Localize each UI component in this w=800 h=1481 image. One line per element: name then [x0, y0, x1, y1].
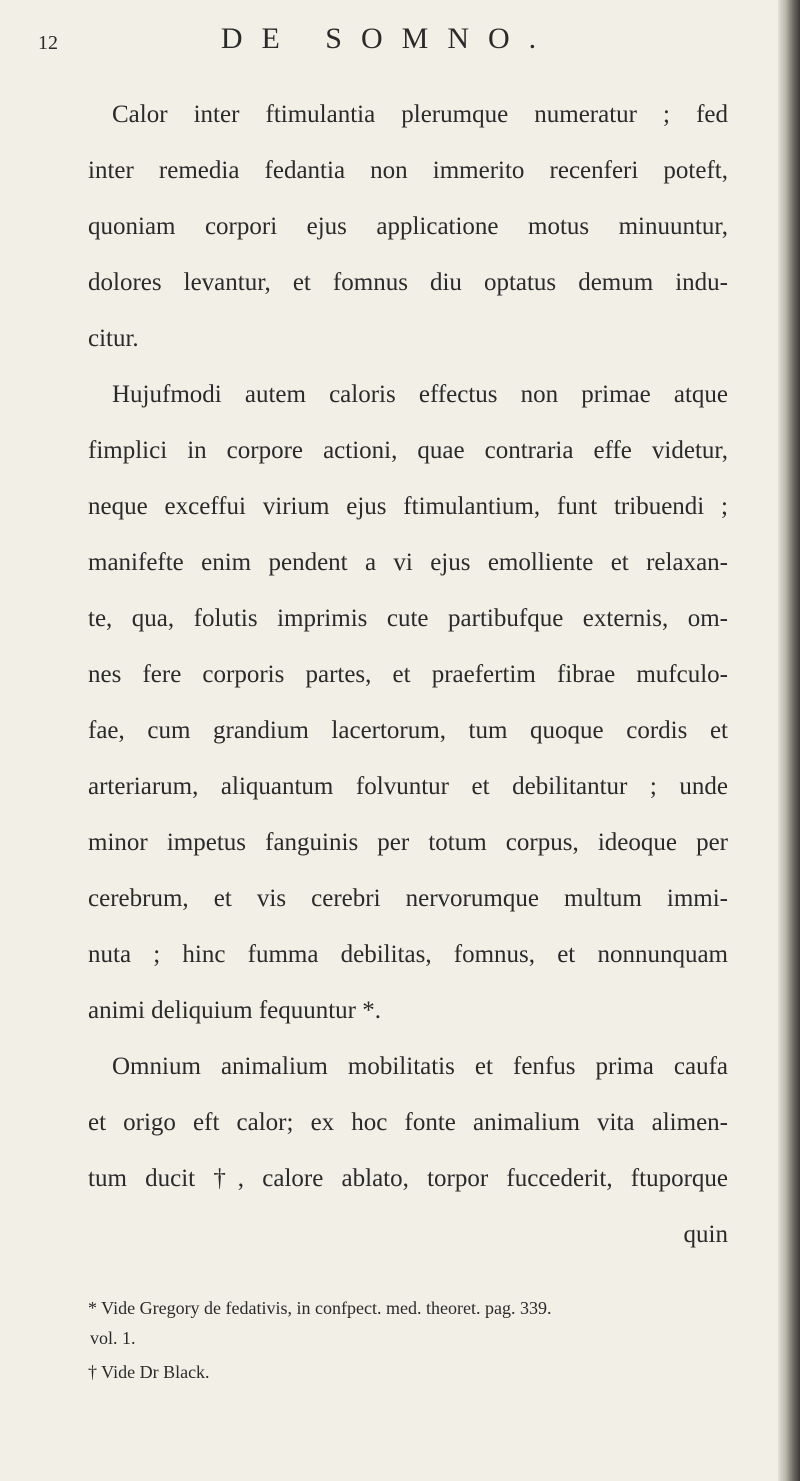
footnote-continuation: vol. 1. — [90, 1328, 136, 1348]
footnotes — [88, 1293, 748, 1387]
text-line: et origo eft calor; ex hoc fonte animalium vita alimen- — [88, 1109, 728, 1136]
text-line: inter remedia fedantia non immerito recenferi poteft, — [88, 157, 728, 184]
footnote: * Vide Gregory de fedativis, in confpect. med. theoret. pag. 339. — [88, 1298, 552, 1318]
page-header — [38, 22, 758, 72]
text-line: Calor inter ftimulantia plerumque numeratur ; fed — [112, 101, 728, 128]
text-line: fae, cum grandium lacertorum, tum quoque cordis et — [88, 717, 728, 744]
text-line: cerebrum, et vis cerebri nervorumque multum immi- — [88, 885, 728, 912]
page-number: 12 — [38, 32, 58, 54]
text-line: nes fere corporis partes, et praefertim fibrae mufculo- — [88, 661, 728, 688]
text-line: dolores levantur, et fomnus diu optatus demum indu- — [88, 269, 728, 296]
running-title: DE SOMNO. — [220, 22, 556, 55]
text-line: Hujufmodi autem caloris effectus non primae atque — [112, 381, 728, 408]
body-text — [88, 96, 728, 1272]
text-line: Omnium animalium mobilitatis et fenfus prima caufa — [112, 1053, 728, 1080]
text-line: arteriarum, aliquantum folvuntur et debilitantur ; unde — [88, 773, 728, 800]
text-line: animi deliquium fequuntur *. — [88, 997, 382, 1024]
text-line: minor impetus fanguinis per totum corpus, ideoque per — [88, 829, 728, 856]
text-line: quoniam corpori ejus applicatione motus minuuntur, — [88, 213, 728, 240]
footnote: † Vide Dr Black. — [88, 1362, 210, 1382]
text-line: neque exceffui virium ejus ftimulantium, funt tribuendi ; — [88, 493, 728, 520]
catchword: quin — [683, 1221, 728, 1248]
text-line: citur. — [88, 325, 139, 352]
text-line: nuta ; hinc fumma debilitas, fomnus, et nonnunquam — [88, 941, 728, 968]
text-line: tum ducit †, calore ablato, torpor fuccederit, ftuporque — [88, 1165, 728, 1192]
text-line: manifefte enim pendent a vi ejus emolliente et relaxan- — [88, 549, 728, 576]
page-edge-shadow — [778, 0, 800, 1481]
text-line: te, qua, folutis imprimis cute partibufque externis, om- — [88, 605, 728, 632]
text-line: fimplici in corpore actioni, quae contraria effe videtur, — [88, 437, 728, 464]
